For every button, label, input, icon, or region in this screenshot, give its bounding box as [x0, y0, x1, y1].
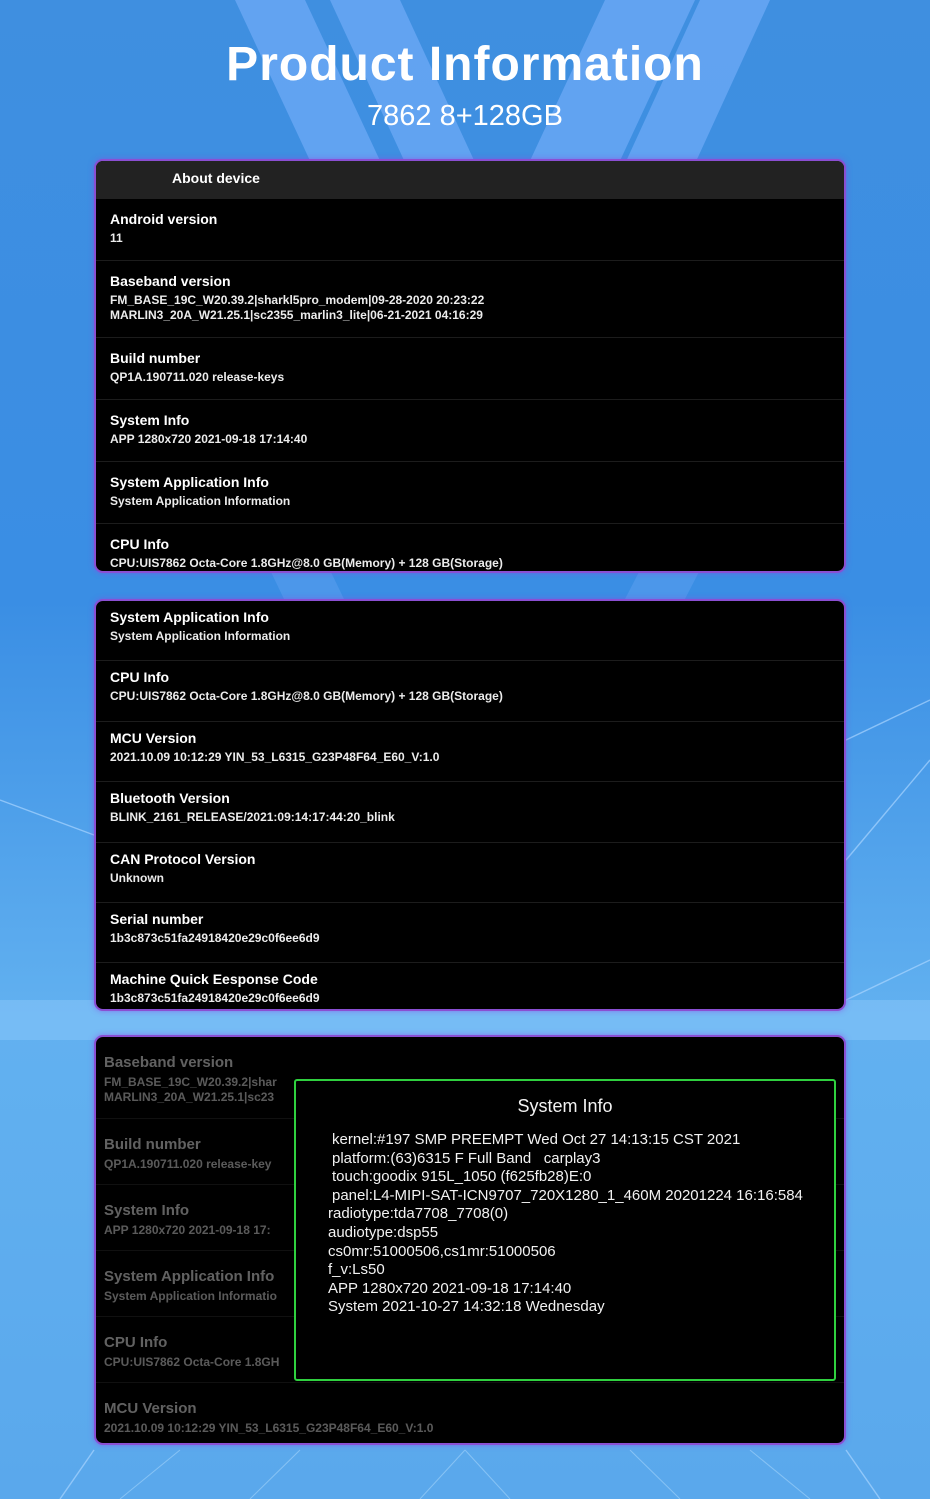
- row-value: 1b3c873c51fa24918420e29c0f6ee6d9: [110, 930, 320, 945]
- page-header: [0, 36, 930, 134]
- row-value: FM_BASE_19C_W20.39.2|sharkl5pro_modem|09-28-2020 20:23:22 MARLIN3_20A_W21.25.1|sc2355_marlin3_lite|06-21-2021 04:16:29: [110, 293, 485, 322]
- row-label: Serial number: [110, 910, 204, 927]
- row-value: CPU:UIS7862 Octa-Core 1.8GHz@8.0 GB(Memory) + 128 GB(Storage): [110, 689, 503, 704]
- bluetooth-version-row[interactable]: [96, 782, 844, 842]
- row-value: System Application Information: [110, 494, 291, 508]
- row-value: APP 1280x720 2021-09-18 17:14:40: [110, 432, 308, 446]
- row-value: CPU:UIS7862 Octa-Core 1.8GH: [104, 1355, 280, 1369]
- audiotype-line: audiotype:dsp55: [328, 1223, 439, 1241]
- row-value: 2021.10.09 10:12:29 YIN_53_L6315_G23P48F64_E60_V:1.0: [110, 749, 440, 764]
- cpu-info-row[interactable]: [96, 524, 844, 573]
- about-device-panel: [94, 159, 846, 573]
- row-value: BLINK_2161_RELEASE/2021:09:14:17:44:20_blink: [110, 810, 395, 825]
- build-number-row[interactable]: [96, 338, 844, 400]
- row-label: Baseband version: [104, 1054, 234, 1071]
- app-line: APP 1280x720 2021-09-18 17:14:40: [328, 1279, 572, 1297]
- machine-qr-code-row[interactable]: [96, 963, 844, 1011]
- system-info-dialog[interactable]: [294, 1079, 836, 1381]
- row-value: QP1A.190711.020 release-key: [104, 1157, 272, 1171]
- row-label: System Application Info: [104, 1268, 275, 1285]
- dialog-body: [296, 1117, 834, 1317]
- row-value: Unknown: [110, 870, 164, 885]
- row-label: System Application Info: [110, 609, 269, 625]
- row-value: System Application Informatio: [104, 1289, 277, 1303]
- cpu-info-row[interactable]: [96, 661, 844, 721]
- touch-line: touch:goodix 915L_1050 (f625fb28)E:0: [332, 1168, 592, 1186]
- row-label: Bluetooth Version: [110, 790, 230, 807]
- baseband-version-row[interactable]: [96, 261, 844, 338]
- kernel-line: kernel:#197 SMP PREEMPT Wed Oct 27 14:13:15 CST 2021: [332, 1131, 741, 1148]
- panel-line: panel:L4-MIPI-SAT-ICN9707_720X1280_1_460M 20201224 16:16:584: [332, 1186, 803, 1204]
- row-label: System Info: [104, 1202, 190, 1219]
- row-value: 2021.10.09 10:12:29 YIN_53_L6315_G23P48F64_E60_V:1.0: [104, 1421, 434, 1435]
- row-label: System Application Info: [110, 474, 269, 490]
- row-value: APP 1280x720 2021-09-18 17:: [104, 1223, 271, 1237]
- device-details-panel: [94, 599, 846, 1011]
- serial-number-row[interactable]: [96, 903, 844, 963]
- page-subtitle: 7862 8+128GB: [367, 100, 563, 132]
- mcu-version-row[interactable]: [96, 1383, 844, 1445]
- mcu-version-row[interactable]: [96, 722, 844, 782]
- platform-line: platform:(63)6315 F Full Band carplay3: [332, 1149, 601, 1167]
- row-label: Baseband version: [110, 273, 231, 289]
- about-device-header: About device: [96, 161, 844, 199]
- row-value: 1b3c873c51fa24918420e29c0f6ee6d9: [110, 991, 320, 1006]
- row-label: CAN Protocol Version: [110, 850, 256, 867]
- row-value: System Application Information: [110, 629, 291, 643]
- cs-mr-line: cs0mr:51000506,cs1mr:51000506: [328, 1242, 556, 1260]
- row-label: CPU Info: [110, 536, 170, 552]
- row-label: Android version: [110, 211, 218, 227]
- row-label: Machine Quick Eesponse Code: [110, 971, 318, 988]
- system-info-row[interactable]: [96, 400, 844, 462]
- radiotype-line: radiotype:tda7708_7708(0): [328, 1205, 509, 1223]
- row-label: Build number: [110, 350, 201, 366]
- dialog-title: System Info: [517, 1096, 613, 1116]
- android-version-row[interactable]: [96, 199, 844, 261]
- row-label: System Info: [110, 412, 190, 428]
- can-protocol-version-row[interactable]: [96, 843, 844, 903]
- row-value: QP1A.190711.020 release-keys: [110, 370, 285, 384]
- row-value: FM_BASE_19C_W20.39.2|shar MARLIN3_20A_W21.25.1|sc23: [104, 1075, 277, 1104]
- system-time-line: System 2021-10-27 14:32:18 Wednesday: [328, 1298, 605, 1316]
- row-label: MCU Version: [110, 729, 197, 746]
- row-label: CPU Info: [104, 1334, 168, 1351]
- system-application-info-row[interactable]: [96, 462, 844, 524]
- page-title: Product Information: [226, 38, 704, 91]
- system-application-info-row[interactable]: [96, 601, 844, 661]
- row-label: CPU Info: [110, 669, 170, 686]
- row-label: Build number: [104, 1136, 201, 1153]
- row-label: MCU Version: [104, 1400, 197, 1417]
- row-value: 11: [110, 231, 123, 245]
- fv-line: f_v:Ls50: [328, 1261, 385, 1279]
- row-value: CPU:UIS7862 Octa-Core 1.8GHz@8.0 GB(Memory) + 128 GB(Storage): [110, 556, 503, 570]
